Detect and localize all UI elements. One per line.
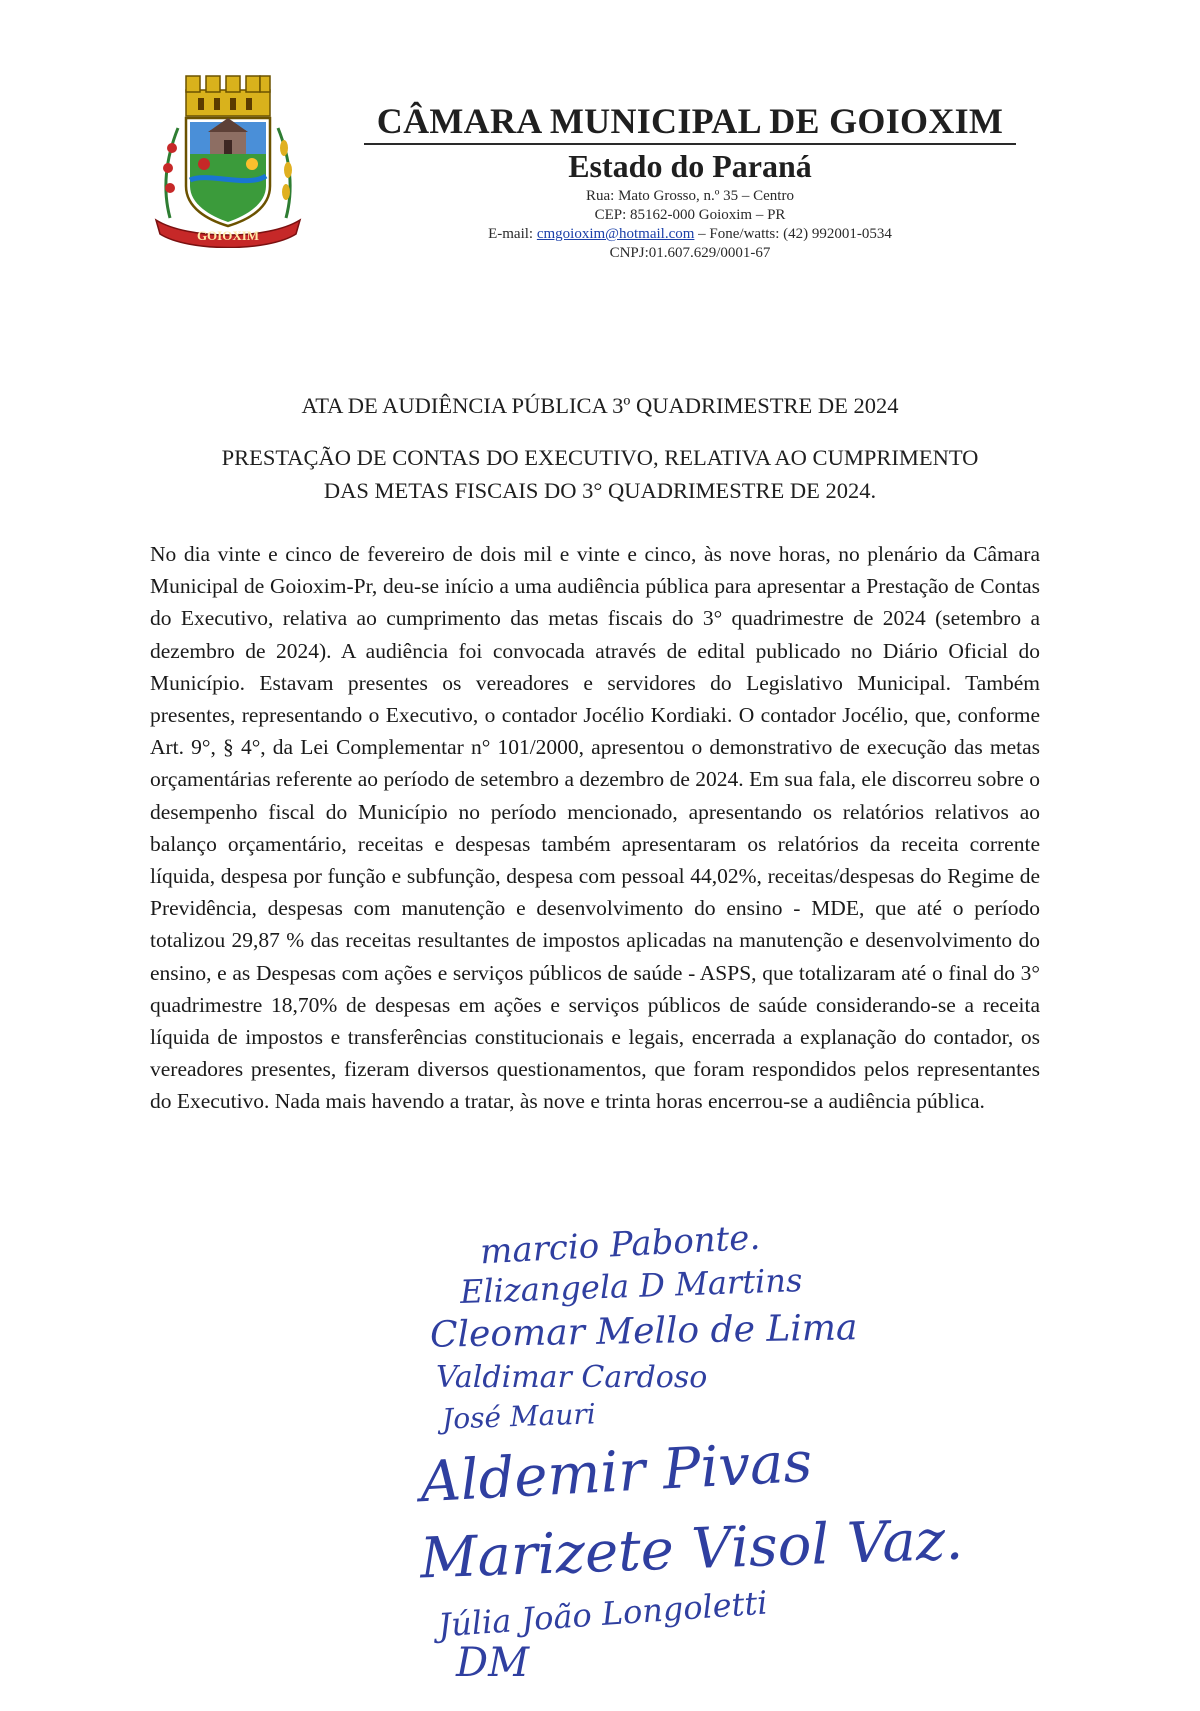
handwritten-signature: Cleomar Mello de Lima [429, 1307, 858, 1356]
contact-email-phone [360, 226, 1020, 243]
handwritten-signature: marcio Pabonte. [479, 1217, 762, 1273]
document-subtitle-line2: DAS METAS FISCAIS DO 3° QUADRIMESTRE DE 2024. [323, 478, 877, 503]
document-title: ATA DE AUDIÊNCIA PÚBLICA 3º QUADRIMESTRE DE 2024 [301, 393, 899, 418]
handwritten-signature: Elizangela D Martins [459, 1261, 803, 1311]
minutes-body-paragraph: No dia vinte e cinco de fevereiro de dois mil e vinte e cinco, às nove horas, no plenário da Câmara Municipal de Goioxim-Pr, deu-se início a uma audiência pública para apresentar a Prestação de Contas do Executivo, relativa ao cumprimento das metas fiscais do 3° quadrimestre de 2024 (setembro a dezembro de 2024). A audiência foi convocada através de edital publicado no Diário Oficial do Município. Estavam presentes os vereadores e servidores do Legislativo Municipal. Também presentes, representando o Executivo, o contador Jocélio Kordiaki. O contador Jocélio, que, conforme Art. 9°, § 4°, da Lei Complementar n° 101/2000, apresentou o demonstrativo de execução das metas orçamentárias referente ao período de setembro a dezembro de 2024. Em sua fala, ele discorreu sobre o desempenho fiscal do Município no período mencionado, apresentando os relatórios relativos ao balanço orçamentário, receitas e despesas também apresentaram os relatórios da receita corrente líquida, despesa por função e subfunção, despesa com pessoal 44,02%, receitas/despesas do Regime de Previdência, despesas com manutenção e desenvolvimento do ensino - MDE, que até o período totalizou 29,87 % das receitas resultantes de impostos aplicadas na manutenção e desenvolvimento do ensino, e as Despesas com ações e serviços públicos de saúde - ASPS, que totalizaram até o final do 3° quadrimestre 18,70% de despesas em ações e serviços públicos de saúde considerando-se a receita líquida de impostos e transferências constitucionais e legais, encerrada a explanação do contador, os vereadores presentes, fizeram diversos questionamentos, que foram respondidos pelos representantes do Executivo. Nada mais havendo a tratar, às nove e trinta horas encerrou-se a audiência pública. [150, 542, 1040, 1114]
signatures-block [418, 1217, 965, 1695]
contact-address: Rua: Mato Grosso, n.º 35 – Centro [586, 188, 794, 204]
contact-cnpj: CNPJ:01.607.629/0001-67 [609, 245, 771, 261]
header-underline [364, 143, 1016, 145]
document-subtitle-line1: PRESTAÇÃO DE CONTAS DO EXECUTIVO, RELATIVA AO CUMPRIMENTO [221, 445, 979, 470]
header-title: CÂMARA MUNICIPAL DE GOIOXIM [376, 101, 1004, 141]
municipal-crest-icon [148, 68, 308, 248]
email-link[interactable]: cmgoioxim@hotmail.com [536, 226, 695, 242]
handwritten-signature: Aldemir Pivas [418, 1429, 814, 1516]
handwritten-initials-signature: DM [456, 1640, 530, 1686]
handwritten-signature: José Mauri [441, 1397, 597, 1436]
email-label: E-mail: [488, 226, 537, 242]
contact-cep: CEP: 85162-000 Goioxim – PR [594, 207, 786, 223]
header-subtitle: Estado do Paraná [568, 148, 812, 184]
handwritten-signature: Júlia João Longoletti [437, 1583, 769, 1645]
handwritten-signature: Valdimar Cardoso [436, 1360, 708, 1395]
crest-ribbon-text: GOIOXIM [196, 228, 260, 243]
phone-text: – Fone/watts: (42) 992001-0534 [694, 226, 892, 242]
handwritten-signature: Marizete Visol Vaz. [419, 1507, 965, 1592]
